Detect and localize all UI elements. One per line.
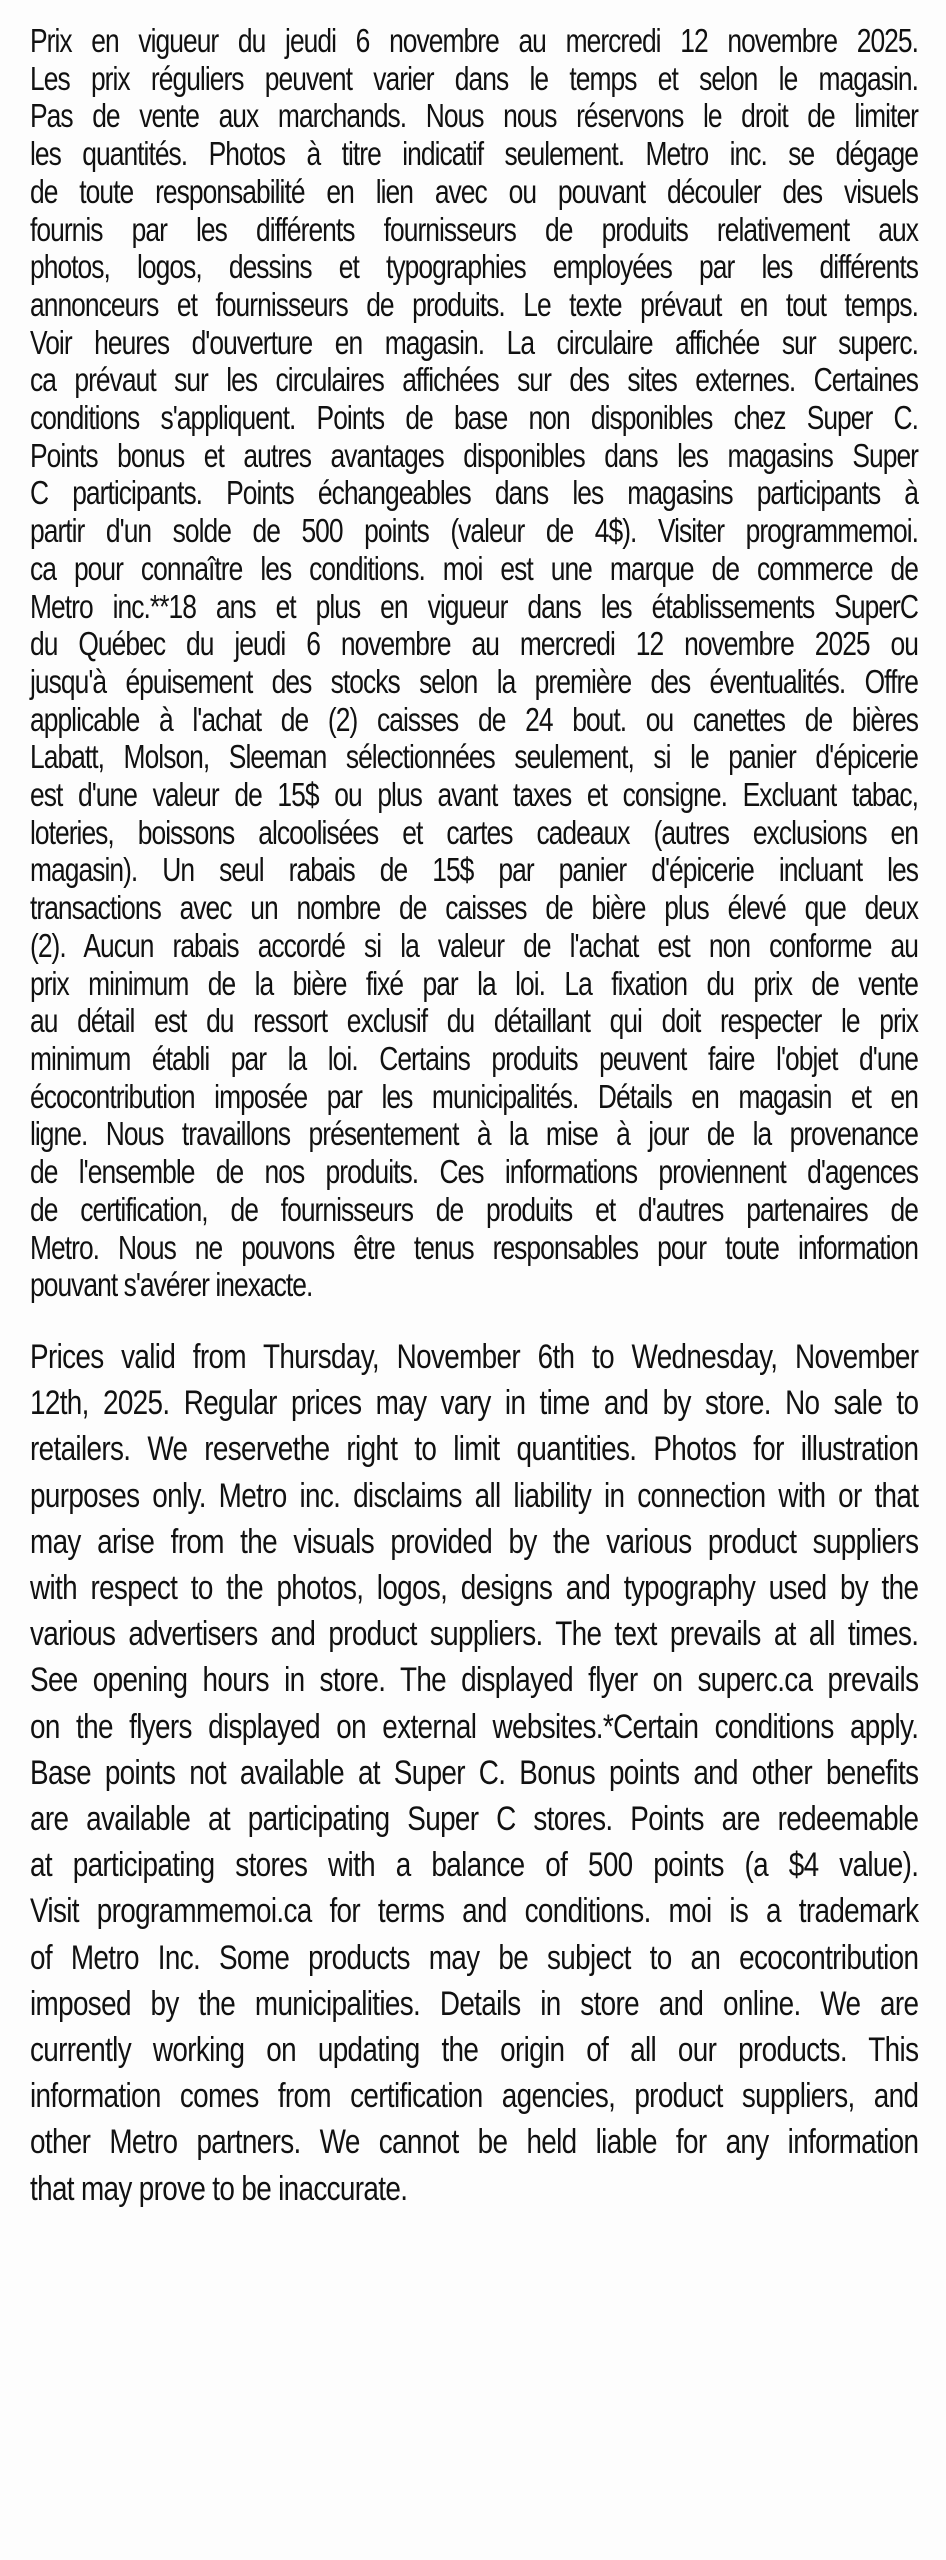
disclaimer-line: conditions s'appliquent. Points de base non disponibles chez Super C. — [30, 399, 918, 437]
legal-disclaimer-document — [30, 22, 918, 2212]
disclaimer-line: purposes only. Metro inc. disclaims all liability in connection with or that — [30, 1476, 919, 1515]
english-disclaimer-paragraph — [30, 1334, 918, 2212]
disclaimer-line: Pas de vente aux marchands. Nous nous réservons le droit de limiter — [30, 97, 918, 135]
disclaimer-line: imposed by the municipalities. Details in store and online. We are — [30, 1984, 919, 2023]
disclaimer-line: ligne. Nous travaillons présentement à la mise à jour de la provenance — [30, 1115, 918, 1153]
disclaimer-line: currently working on updating the origin of all our products. This — [30, 2030, 919, 2069]
disclaimer-line: pouvant s'avérer inexacte. — [30, 1266, 313, 1304]
disclaimer-line: at participating stores with a balance of 500 points (a $4 value). — [30, 1846, 919, 1885]
disclaimer-line: Base points not available at Super C. Bonus points and other benefits — [30, 1753, 919, 1792]
disclaimer-line: of Metro Inc. Some products may be subject to an ecocontribution — [30, 1938, 919, 1977]
disclaimer-line: Voir heures d'ouverture en magasin. La circulaire affichée sur superc. — [30, 323, 918, 361]
disclaimer-line: Metro inc.**18 ans et plus en vigueur dans les établissements SuperC — [30, 587, 918, 625]
disclaimer-line: C participants. Points échangeables dans les magasins participants à — [30, 474, 918, 512]
disclaimer-line: minimum établi par la loi. Certains produits peuvent faire l'objet d'une — [30, 1039, 918, 1077]
disclaimer-line: annonceurs et fournisseurs de produits. Le texte prévaut en tout temps. — [30, 285, 918, 323]
disclaimer-line: de certification, de fournisseurs de produits et d'autres partenaires de — [30, 1190, 918, 1228]
disclaimer-line: photos, logos, dessins et typographies employées par les différents — [30, 248, 918, 286]
disclaimer-line: transactions avec un nombre de caisses de bière plus élevé que deux — [30, 889, 918, 927]
disclaimer-line: ca pour connaître les conditions. moi est une marque de commerce de — [30, 549, 918, 587]
disclaimer-line: prix minimum de la bière fixé par la loi. La fixation du prix de vente — [30, 964, 918, 1002]
disclaimer-line: Visit programmemoi.ca for terms and conditions. moi is a trademark — [30, 1892, 919, 1931]
disclaimer-line: various advertisers and product suppliers. The text prevails at all times. — [30, 1615, 919, 1654]
disclaimer-line: See opening hours in store. The displayed flyer on superc.ca prevails — [30, 1661, 919, 1700]
disclaimer-line: partir d'un solde de 500 points (valeur de 4$). Visiter programmemoi. — [30, 512, 918, 550]
disclaimer-line: Labatt, Molson, Sleeman sélectionnées seulement, si le panier d'épicerie — [30, 738, 918, 776]
disclaimer-line: jusqu'à épuisement des stocks selon la première des éventualités. Offre — [30, 662, 918, 700]
disclaimer-line: other Metro partners. We cannot be held liable for any information — [30, 2123, 919, 2162]
french-disclaimer-paragraph — [30, 22, 918, 1304]
disclaimer-line: Metro. Nous ne pouvons être tenus responsables pour toute information — [30, 1228, 918, 1266]
disclaimer-line: de l'ensemble de nos produits. Ces informations proviennent d'agences — [30, 1153, 918, 1191]
disclaimer-line: les quantités. Photos à titre indicatif seulement. Metro inc. se dégage — [30, 135, 918, 173]
disclaimer-line: de toute responsabilité en lien avec ou pouvant découler des visuels — [30, 172, 918, 210]
disclaimer-line: on the flyers displayed on external websites.*Certain conditions apply. — [30, 1707, 919, 1746]
disclaimer-line: Les prix réguliers peuvent varier dans le temps et selon le magasin. — [30, 59, 918, 97]
disclaimer-line: Points bonus et autres avantages disponibles dans les magasins Super — [30, 436, 918, 474]
disclaimer-line: 12th, 2025. Regular prices may vary in time and by store. No sale to — [30, 1384, 919, 1423]
disclaimer-line: du Québec du jeudi 6 novembre au mercredi 12 novembre 2025 ou — [30, 625, 918, 663]
disclaimer-line: Prix en vigueur du jeudi 6 novembre au mercredi 12 novembre 2025. — [30, 22, 918, 59]
disclaimer-line: retailers. We reservethe right to limit quantities. Photos for illustration — [30, 1430, 919, 1469]
disclaimer-line: information comes from certification agencies, product suppliers, and — [30, 2077, 919, 2116]
disclaimer-line: écocontribution imposée par les municipalités. Détails en magasin et en — [30, 1077, 918, 1115]
disclaimer-line: (2). Aucun rabais accordé si la valeur de l'achat est non conforme au — [30, 926, 918, 964]
disclaimer-line: est d'une valeur de 15$ ou plus avant taxes et consigne. Excluant tabac, — [30, 776, 918, 814]
disclaimer-line: loteries, boissons alcoolisées et cartes cadeaux (autres exclusions en — [30, 813, 918, 851]
disclaimer-line: ca prévaut sur les circulaires affichées sur des sites externes. Certaines — [30, 361, 918, 399]
disclaimer-line: with respect to the photos, logos, designs and typography used by the — [30, 1568, 919, 1607]
disclaimer-line: that may prove to be inaccurate. — [30, 2169, 408, 2208]
disclaimer-line: fournis par les différents fournisseurs de produits relativement aux — [30, 210, 918, 248]
disclaimer-line: are available at participating Super C stores. Points are redeemable — [30, 1799, 919, 1838]
disclaimer-line: may arise from the visuals provided by the various product suppliers — [30, 1522, 919, 1561]
disclaimer-line: magasin). Un seul rabais de 15$ par panier d'épicerie incluant les — [30, 851, 918, 889]
disclaimer-line: Prices valid from Thursday, November 6th to Wednesday, November — [30, 1337, 919, 1376]
disclaimer-line: applicable à l'achat de (2) caisses de 24 bout. ou canettes de bières — [30, 700, 918, 738]
disclaimer-line: au détail est du ressort exclusif du détaillant qui doit respecter le prix — [30, 1002, 918, 1040]
